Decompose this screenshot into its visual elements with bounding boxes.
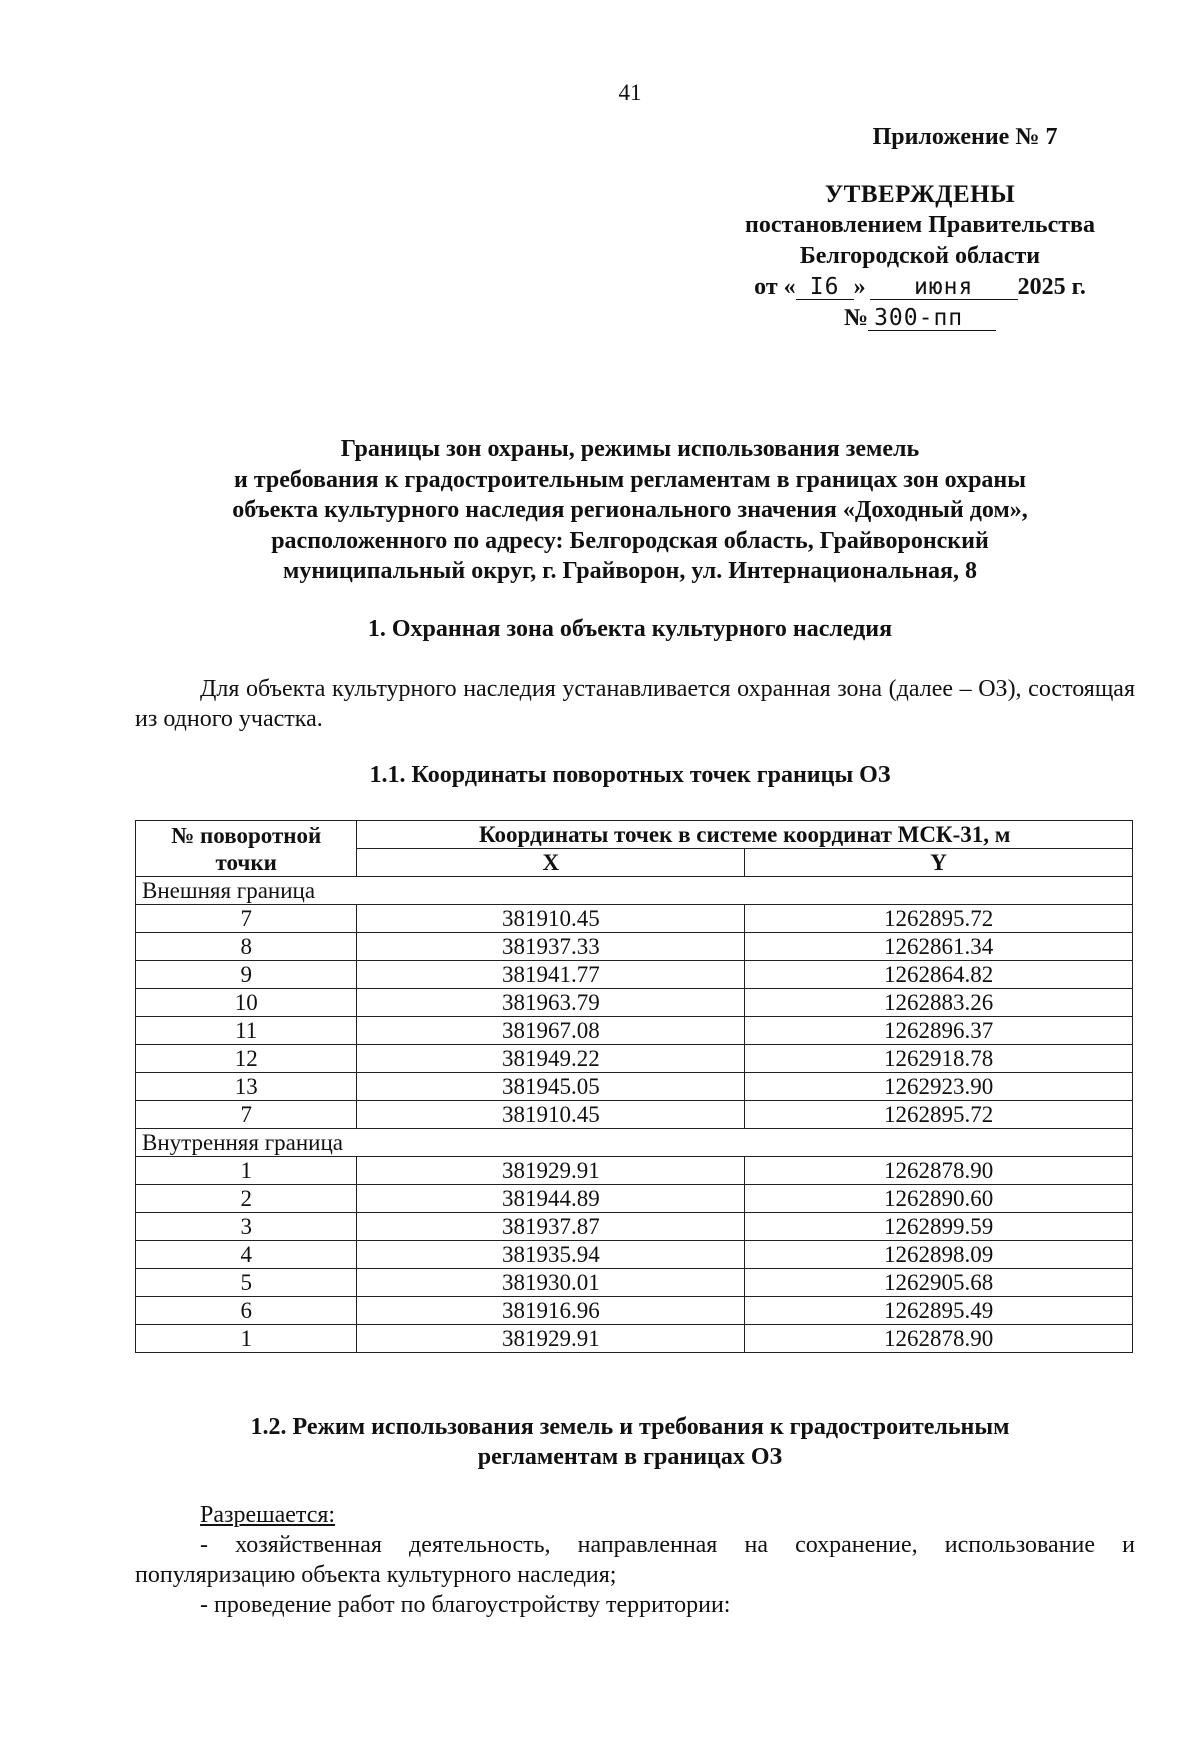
coordinates-table (135, 820, 1133, 1353)
header-point-number: № поворотной точки (136, 821, 357, 877)
date-month-handwritten: июня (870, 275, 1018, 300)
section-1-2-heading (130, 1412, 1130, 1472)
y-coordinate-cell: 1262861.34 (745, 933, 1133, 961)
y-coordinate-cell: 1262895.72 (745, 1101, 1133, 1129)
title-line: муниципальный округ, г. Грайворон, ул. Интернациональная, 8 (282, 558, 978, 584)
point-number-cell: 13 (136, 1073, 357, 1101)
point-number-cell: 1 (136, 1157, 357, 1185)
approval-date (690, 272, 1150, 303)
allowed-label: Разрешается: (200, 1502, 336, 1528)
document-title (160, 434, 1100, 587)
approved-heading: УТВЕРЖДЕНЫ (824, 181, 1016, 208)
table-row (136, 1185, 1133, 1213)
y-coordinate-cell: 1262878.90 (745, 1157, 1133, 1185)
x-coordinate-cell: 381967.08 (357, 1017, 745, 1045)
allowed-section (135, 1500, 1135, 1620)
x-coordinate-cell: 381929.91 (357, 1157, 745, 1185)
section-1-1-heading: 1.1. Координаты поворотных точек границы ОЗ (369, 762, 891, 788)
point-number-cell: 11 (136, 1017, 357, 1045)
x-coordinate-cell: 381937.33 (357, 933, 745, 961)
x-coordinate-cell: 381944.89 (357, 1185, 745, 1213)
x-coordinate-cell: 381937.87 (357, 1213, 745, 1241)
group-row (136, 1129, 1133, 1157)
approval-block (690, 122, 1150, 334)
section-1-text: Для объекта культурного наследия устанавливается охранная зона (далее – ОЗ), состоящая из одного участка. (135, 676, 1135, 732)
x-coordinate-cell: 381930.01 (357, 1269, 745, 1297)
approval-line-1: постановлением Правительства (744, 212, 1095, 238)
group-label: Внешняя граница (136, 877, 1133, 905)
x-coordinate-cell: 381929.91 (357, 1325, 745, 1353)
point-number-cell: 3 (136, 1213, 357, 1241)
table-row (136, 1213, 1133, 1241)
title-line: Границы зон охраны, режимы использования земель (340, 436, 920, 462)
point-number-cell: 5 (136, 1269, 357, 1297)
table-row (136, 1101, 1133, 1129)
header-y: Y (745, 849, 1133, 877)
table-row (136, 933, 1133, 961)
x-coordinate-cell: 381935.94 (357, 1241, 745, 1269)
x-coordinate-cell: 381910.45 (357, 1101, 745, 1129)
table-row (136, 1325, 1133, 1353)
title-line: и требования к градостроительным регламентам в границах зон охраны (234, 466, 1026, 493)
point-number-cell: 7 (136, 1101, 357, 1129)
page-number: 41 (618, 80, 642, 105)
group-label: Внутренняя граница (136, 1129, 1133, 1157)
table-row (136, 1073, 1133, 1101)
y-coordinate-cell: 1262923.90 (745, 1073, 1133, 1101)
date-mid: » (853, 274, 866, 300)
number-prefix: № (843, 305, 869, 331)
y-coordinate-cell: 1262895.72 (745, 905, 1133, 933)
approval-line-2: Белгородской области (799, 243, 1041, 269)
point-number-cell: 9 (136, 961, 357, 989)
x-coordinate-cell: 381949.22 (357, 1045, 745, 1073)
title-line: расположенного по адресу: Белгородская область, Грайворонский (271, 527, 989, 554)
point-number-cell: 4 (136, 1241, 357, 1269)
table-row (136, 1017, 1133, 1045)
x-coordinate-cell: 381963.79 (357, 989, 745, 1017)
allowed-item: - хозяйственная деятельность, направленная на сохранение, использование и популяризацию объекта культурного наследия; (135, 1532, 1135, 1588)
point-number-cell: 7 (136, 905, 357, 933)
title-line: объекта культурного наследия регионального значения «Доходный дом», (232, 497, 1028, 523)
y-coordinate-cell: 1262905.68 (745, 1269, 1133, 1297)
point-number-cell: 2 (136, 1185, 357, 1213)
header-x: X (357, 849, 745, 877)
coordinates-table-body (136, 877, 1133, 1353)
date-day-handwritten: I6 (796, 275, 854, 300)
table-row (136, 1297, 1133, 1325)
table-row (136, 1045, 1133, 1073)
y-coordinate-cell: 1262895.49 (745, 1297, 1133, 1325)
point-number-cell: 1 (136, 1325, 357, 1353)
date-prefix: от « (754, 274, 796, 300)
point-number-cell: 8 (136, 933, 357, 961)
y-coordinate-cell: 1262890.60 (745, 1185, 1133, 1213)
section-1-heading: 1. Охранная зона объекта культурного наследия (367, 616, 893, 642)
table-row (136, 1241, 1133, 1269)
table-row (136, 989, 1133, 1017)
table-row (136, 905, 1133, 933)
x-coordinate-cell: 381916.96 (357, 1297, 745, 1325)
table-row (136, 1269, 1133, 1297)
number-handwritten: 300-пп (868, 306, 996, 331)
approval-number (690, 303, 1150, 334)
y-coordinate-cell: 1262896.37 (745, 1017, 1133, 1045)
point-number-cell: 12 (136, 1045, 357, 1073)
x-coordinate-cell: 381941.77 (357, 961, 745, 989)
y-coordinate-cell: 1262898.09 (745, 1241, 1133, 1269)
group-row (136, 877, 1133, 905)
point-number-cell: 10 (136, 989, 357, 1017)
section-1-2-heading-line-1: 1.2. Режим использования земель и требования к градостроительным (250, 1414, 1010, 1440)
y-coordinate-cell: 1262883.26 (745, 989, 1133, 1017)
y-coordinate-cell: 1262899.59 (745, 1213, 1133, 1241)
table-row (136, 1157, 1133, 1185)
x-coordinate-cell: 381910.45 (357, 905, 745, 933)
section-1-2-heading-line-2: регламентам в границах ОЗ (477, 1444, 783, 1470)
table-row (136, 961, 1133, 989)
appendix-label: Приложение № 7 (872, 124, 1058, 150)
y-coordinate-cell: 1262864.82 (745, 961, 1133, 989)
point-number-cell: 6 (136, 1297, 357, 1325)
y-coordinate-cell: 1262918.78 (745, 1045, 1133, 1073)
allowed-item: - проведение работ по благоустройству территории: (200, 1592, 731, 1618)
x-coordinate-cell: 381945.05 (357, 1073, 745, 1101)
header-coordinates: Координаты точек в системе координат МСК-31, м (357, 821, 1133, 849)
y-coordinate-cell: 1262878.90 (745, 1325, 1133, 1353)
date-year: 2025 г. (1017, 274, 1086, 300)
